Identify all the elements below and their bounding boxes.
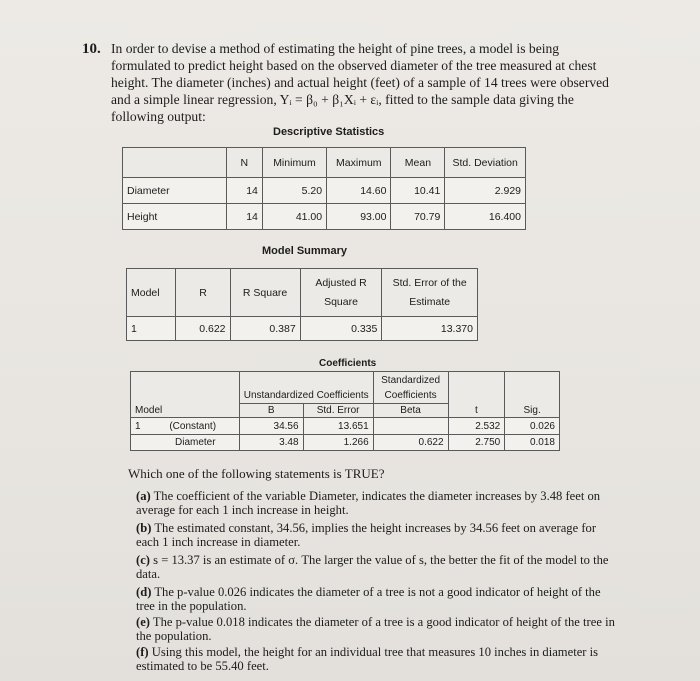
table-cell: 14.60 — [327, 178, 391, 204]
header-line: Adjusted R — [315, 276, 367, 289]
option-text: s = 13.37 is an estimate of σ. The larger the value of s, the better the fit of the model to the data. — [136, 553, 609, 581]
header-cell — [300, 269, 382, 317]
model-summary-title: Model Summary — [262, 245, 347, 257]
table-cell: 2.750 — [448, 435, 505, 451]
table-cell: 0.622 — [373, 435, 448, 451]
header-cell: Std. Deviation — [445, 148, 526, 178]
option-c — [136, 553, 616, 581]
header-line: Square — [324, 295, 358, 308]
intro-line: In order to devise a method of estimating the height of pine trees, a model is being — [111, 41, 560, 56]
table-cell: 34.56 — [239, 418, 303, 435]
option-d — [136, 585, 616, 613]
header-cell: Model — [127, 269, 176, 317]
header-cell: R Square — [230, 269, 300, 317]
header-cell: Sig. — [505, 404, 560, 418]
header-cell: R — [176, 269, 230, 317]
header-cell: Unstandardized Coefficients — [239, 389, 373, 404]
header-cell — [123, 148, 227, 178]
header-cell: B — [239, 404, 303, 418]
table-cell: 70.79 — [391, 204, 445, 230]
row-label: Diameter — [123, 178, 227, 204]
question-intro — [111, 40, 631, 125]
row-label: Diameter — [175, 437, 216, 448]
model-number: 1 — [135, 420, 141, 432]
option-text: Using this model, the height for an individual tree that measures 10 inches in diameter is estimated to be 55.40 feet. — [136, 645, 599, 673]
table-cell: 0.018 — [505, 435, 560, 451]
intro-line: formulated to predict height based on the observed diameter of the tree measured at chest — [111, 58, 597, 73]
table-header-row — [123, 148, 526, 178]
header-line: Estimate — [409, 295, 451, 308]
table-row — [123, 178, 526, 204]
table-cell — [131, 435, 240, 451]
table-header-row — [127, 269, 478, 317]
header-cell: t — [448, 404, 505, 418]
header-cell — [382, 269, 478, 317]
table-cell: 3.48 — [239, 435, 303, 451]
intro-line: height. The diameter (inches) and actual height (feet) of a sample of 14 trees were observed — [111, 75, 609, 90]
header-cell: Standardized — [373, 372, 448, 389]
table-cell: 2.929 — [445, 178, 526, 204]
option-label: (a) — [136, 489, 151, 503]
table-cell: 0.622 — [176, 317, 230, 341]
header-cell: Minimum — [262, 148, 326, 178]
descriptive-table — [122, 147, 526, 230]
table-cell: 0.387 — [230, 317, 300, 341]
table-cell: 1 — [127, 317, 176, 341]
table-row — [127, 317, 478, 341]
option-f — [136, 645, 616, 673]
header-cell: Mean — [391, 148, 445, 178]
option-b — [136, 521, 616, 549]
table-header-row — [131, 389, 560, 404]
header-cell: N — [226, 148, 262, 178]
table-cell: 0.335 — [300, 317, 382, 341]
option-a — [136, 489, 616, 517]
intro-line: following output: — [111, 109, 206, 124]
option-e — [136, 615, 616, 643]
coefficients-table — [130, 371, 560, 451]
table-row — [123, 204, 526, 230]
table-row — [131, 435, 560, 451]
table-cell: 13.370 — [382, 317, 478, 341]
option-label: (c) — [136, 553, 150, 567]
table-header-row — [131, 372, 560, 389]
question-prompt: Which one of the following statements is TRUE? — [128, 466, 385, 481]
header-cell: Maximum — [327, 148, 391, 178]
table-cell: 2.532 — [448, 418, 505, 435]
table-cell: 13.651 — [303, 418, 373, 435]
option-text: The coefficient of the variable Diameter, indicates the diameter increases by 3.48 feet on average for each 1 inch increase in height. — [136, 489, 601, 517]
table-cell: 14 — [226, 204, 262, 230]
table-cell — [131, 418, 240, 435]
coefficients-title: Coefficients — [319, 358, 377, 369]
question-number: 10. — [82, 41, 101, 57]
intro-line: and a simple linear regression, Yᵢ = β₀ + β₁Xᵢ + εᵢ, fitted to the sample data giving the — [111, 92, 574, 107]
row-label: (Constant) — [169, 420, 217, 432]
header-line: Std. Error of the — [392, 276, 467, 289]
table-cell: 14 — [226, 178, 262, 204]
table-cell: 93.00 — [327, 204, 391, 230]
table-cell: 10.41 — [391, 178, 445, 204]
option-label: (d) — [136, 585, 152, 599]
table-cell: 16.400 — [445, 204, 526, 230]
option-label: (b) — [136, 521, 152, 535]
table-row — [131, 418, 560, 435]
header-cell: Model — [131, 404, 240, 418]
option-label: (f) — [136, 645, 149, 659]
header-cell: Coefficients — [373, 389, 448, 404]
header-cell: Std. Error — [303, 404, 373, 418]
option-text: The estimated constant, 34.56, implies the height increases by 34.56 feet on average for each 1 inch increase in diameter. — [136, 521, 597, 549]
model-summary-table — [126, 268, 478, 341]
descriptive-title: Descriptive Statistics — [273, 126, 385, 138]
option-text: The p-value 0.026 indicates the diameter of a tree is not a good indicator of height of the tree in the population. — [136, 585, 601, 613]
table-cell: 0.026 — [505, 418, 560, 435]
option-label: (e) — [136, 615, 150, 629]
row-label: Height — [123, 204, 227, 230]
table-cell: 1.266 — [303, 435, 373, 451]
option-text: The p-value 0.018 indicates the diameter of a tree is a good indicator of height of the tree in the population. — [136, 615, 615, 643]
table-cell — [373, 418, 448, 435]
header-cell: Beta — [373, 404, 448, 418]
table-header-row — [131, 404, 560, 418]
table-cell: 41.00 — [262, 204, 326, 230]
table-cell: 5.20 — [262, 178, 326, 204]
